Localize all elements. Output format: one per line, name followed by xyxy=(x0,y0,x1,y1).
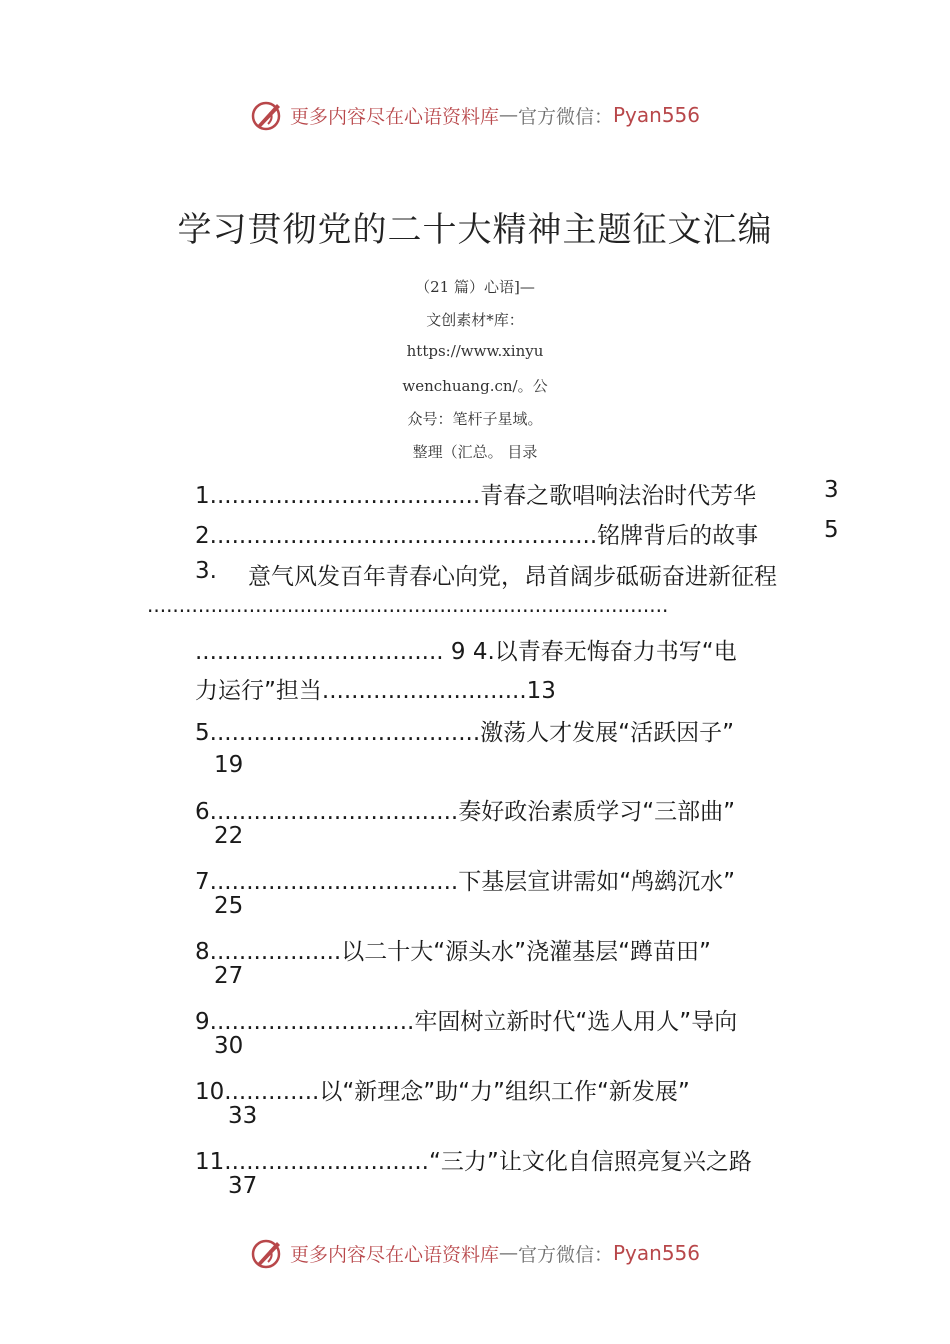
toc-page-3: 9 xyxy=(450,639,466,665)
header-banner xyxy=(0,95,950,135)
toc-entry-3[interactable]: 意气风发百年青春心向党，昂首阔步砥砺奋进新征程 xyxy=(248,564,777,590)
subtitle-line-3: https://www.xinyu xyxy=(406,342,544,360)
banner-separator: — xyxy=(498,104,518,126)
toc-entry-7[interactable]: 7..................................下基层宣讲需如“鸬鹚沉水” xyxy=(195,869,736,895)
toc-dots-3b: .................................. 9 4.以青春无悔奋力书写“电 xyxy=(195,639,737,665)
pen-logo-icon xyxy=(250,1236,284,1270)
subtitle-line-2: 文创素材*库： xyxy=(426,311,524,329)
toc-page-4: 13 xyxy=(526,678,556,704)
footer-brand: 更多内容尽在心语资料库 xyxy=(289,1243,499,1266)
footer-separator: — xyxy=(498,1242,518,1264)
toc-page-6: 22 xyxy=(214,823,244,849)
subtitle-line-5: 众号：笔杆子星域。 xyxy=(407,410,543,428)
banner-brand: 更多内容尽在心语资料库 xyxy=(289,105,499,128)
toc-page-1: 3 xyxy=(824,477,839,503)
pen-logo-icon xyxy=(250,98,284,132)
document-title: 学习贯彻党的二十大精神主题征文汇编 xyxy=(177,210,773,250)
toc-entry-6[interactable]: 6..................................奏好政治素质学习“三部曲” xyxy=(195,799,736,825)
subtitle-line-4: wenchuang.cn/。公 xyxy=(402,377,548,395)
subtitle-line-6: 整理（汇总。 目录 xyxy=(412,443,538,461)
toc-entry-10[interactable]: 10.............以“新理念”助“力”组织工作“新发展” xyxy=(195,1079,690,1105)
toc-entry-5[interactable]: 5.....................................激荡人才发展“活跃因子” xyxy=(195,720,734,746)
toc-entry-2[interactable]: 2.....................................................铭牌背后的故事 xyxy=(195,523,759,549)
toc-page-5: 19 xyxy=(214,752,244,778)
toc-num-3: 3. xyxy=(195,558,217,584)
toc-entry-8[interactable]: 8..................以二十大“源头水”浇灌基层“蹲苗田” xyxy=(195,939,711,965)
toc-page-9: 30 xyxy=(214,1033,244,1059)
footer-banner xyxy=(0,1233,950,1273)
toc-dots-3: .................................................................................. xyxy=(147,593,669,617)
toc-page-7: 25 xyxy=(214,893,244,919)
toc-page-8: 27 xyxy=(214,963,244,989)
footer-wechat-id: Pyan556 xyxy=(613,1241,701,1265)
toc-entry-9[interactable]: 9............................牢固树立新时代“选人用人”导向 xyxy=(195,1009,738,1035)
toc-entry-4[interactable]: 以青春无悔奋力书写“电 xyxy=(494,639,737,665)
toc-page-2: 5 xyxy=(824,517,839,543)
toc-entry-4-cont[interactable]: 力运行”担当............................13 xyxy=(195,678,556,704)
banner-official: 官方微信： xyxy=(517,105,613,128)
toc-page-10: 33 xyxy=(228,1103,258,1129)
toc-entry-1[interactable]: 1.....................................青春之歌唱响法治时代芳华 xyxy=(195,483,757,509)
toc-entry-11[interactable]: 11............................“三力”让文化自信照亮复兴之路 xyxy=(195,1149,752,1175)
toc-page-11: 37 xyxy=(228,1173,258,1199)
subtitle-line-1: （21 篇）心语]— xyxy=(415,278,535,296)
banner-wechat-id: Pyan556 xyxy=(613,103,701,127)
footer-official: 官方微信： xyxy=(517,1243,613,1266)
